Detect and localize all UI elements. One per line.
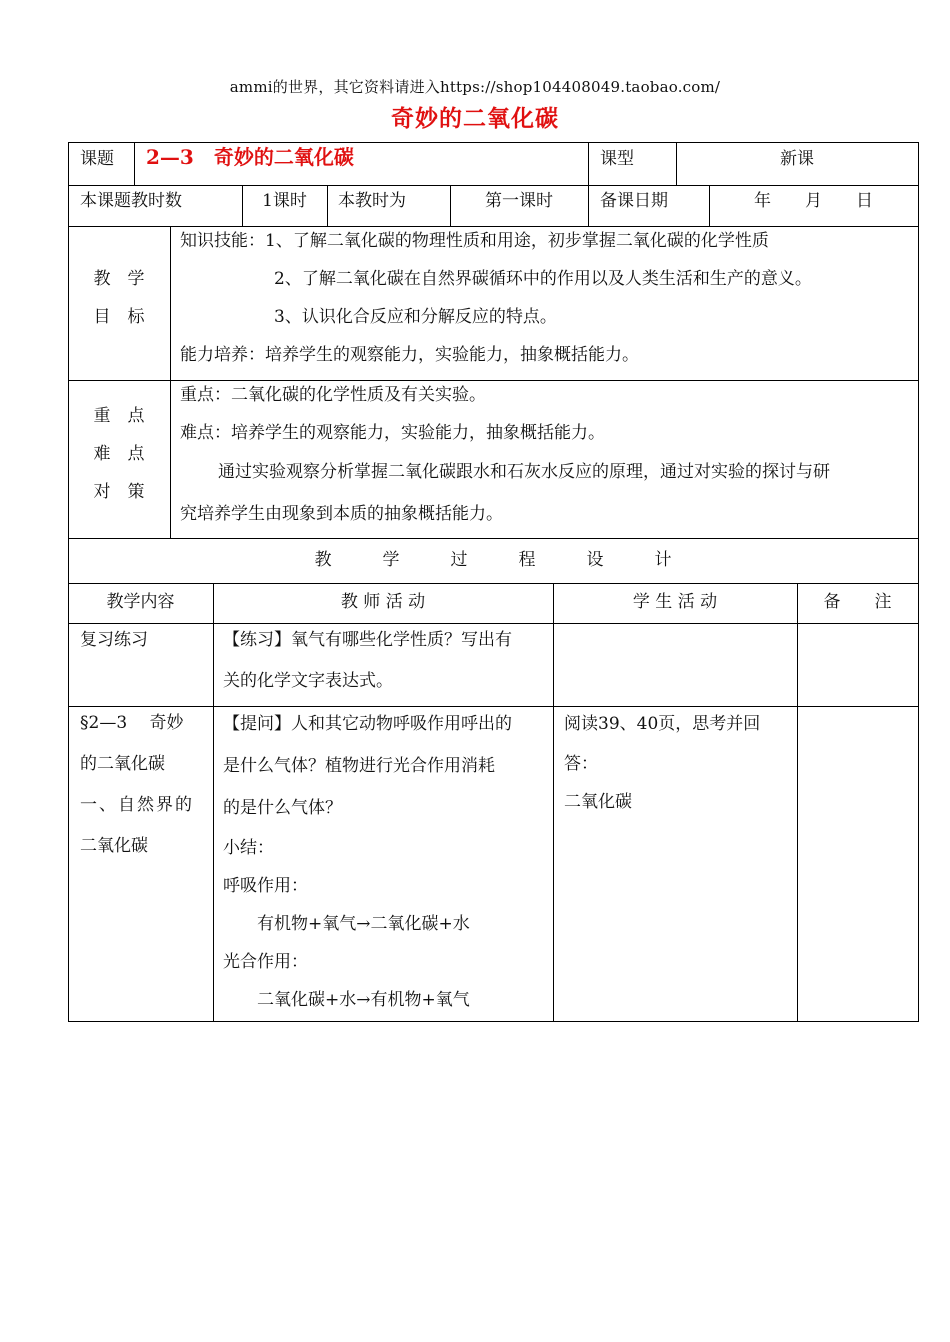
goals-line: 2、了解二氧化碳在自然界碳循环中的作用以及人类生活和生产的意义。 [274,269,812,289]
goals-label-line: 目 标 [93,307,145,327]
teacher-cell [223,620,551,702]
teacher-line: 的是什么气体？ [223,798,342,818]
document-title: 奇妙的二氧化碳 [391,105,559,132]
teacher-line: 关的化学文字表达式。 [223,671,393,691]
focus-line: 究培养学生由现象到本质的抽象概括能力。 [180,504,503,524]
current-label: 本教时为 [338,191,406,211]
goals-content [180,222,916,374]
goals-line: 3、认识化合反应和分解反应的特点。 [274,307,557,327]
teacher-line: 呼吸作用： [223,876,308,896]
type-label: 课型 [600,149,634,169]
focus-label [68,397,170,511]
content-line: §2—3 奇妙 [80,713,184,733]
focus-label-line: 对 策 [93,482,145,502]
teacher-line: 光合作用： [223,952,308,972]
date-label: 备课日期 [600,191,668,211]
focus-line: 难点：培养学生的观察能力，实验能力，抽象概括能力。 [180,423,605,443]
student-line: 阅读39、40页，思考并回 [564,714,761,734]
header-line: ammi的世界，其它资料请进入https://shop104408049.taobao.com/ [229,78,721,96]
teacher-line: 【提问】人和其它动物呼吸作用呼出的 [223,714,512,734]
content-line: 二氧化碳 [80,836,148,856]
type-value: 新课 [780,149,814,169]
student-cell [564,703,794,821]
hours-label: 本课题教时数 [80,191,182,211]
current-value: 第一课时 [485,191,553,211]
teacher-line: 是什么气体？植物进行光合作用消耗 [223,756,495,776]
date-value: 年 月 日 [754,191,873,211]
goals-label-line: 教 学 [93,269,145,289]
column-header-student: 学 生 活 动 [632,592,718,612]
goals-line: 知识技能：1、了解二氧化碳的物理性质和用途，初步掌握二氧化碳的化学性质 [180,231,769,251]
goals-line: 能力培养：培养学生的观察能力，实验能力，抽象概括能力。 [180,345,639,365]
hours-value: 1课时 [262,191,307,211]
student-line: 二氧化碳 [564,792,632,812]
focus-line: 通过实验观察分析掌握二氧化碳跟水和石灰水反应的原理，通过对实验的探讨与研 [218,462,830,482]
teacher-line: 二氧化碳+水→有机物+氧气 [223,990,470,1010]
focus-line: 重点：二氧化碳的化学性质及有关实验。 [180,385,486,405]
teacher-line: 【练习】氧气有哪些化学性质？写出有 [223,630,512,650]
column-header-note: 备 注 [823,592,892,612]
topic-value: 2—3 奇妙的二氧化碳 [146,145,354,169]
teacher-line: 小结： [223,838,274,858]
content-line: 复习练习 [80,630,148,650]
focus-label-line: 重 点 [93,406,145,426]
content-line: 一、自然界的 [80,795,194,815]
content-line: 的二氧化碳 [80,754,165,774]
teacher-cell [223,703,551,1019]
teacher-line: 有机物+氧气→二氧化碳+水 [223,914,470,934]
column-header-teacher: 教 师 活 动 [340,592,426,612]
table-row [80,620,210,661]
table-row [80,703,206,867]
column-header-content: 教学内容 [106,592,175,612]
process-header: 教 学 过 程 设 计 [314,550,672,570]
goals-label [68,260,170,336]
focus-content [180,376,916,536]
student-line: 答： [564,754,598,774]
focus-label-line: 难 点 [93,444,145,464]
topic-label: 课题 [80,149,114,169]
